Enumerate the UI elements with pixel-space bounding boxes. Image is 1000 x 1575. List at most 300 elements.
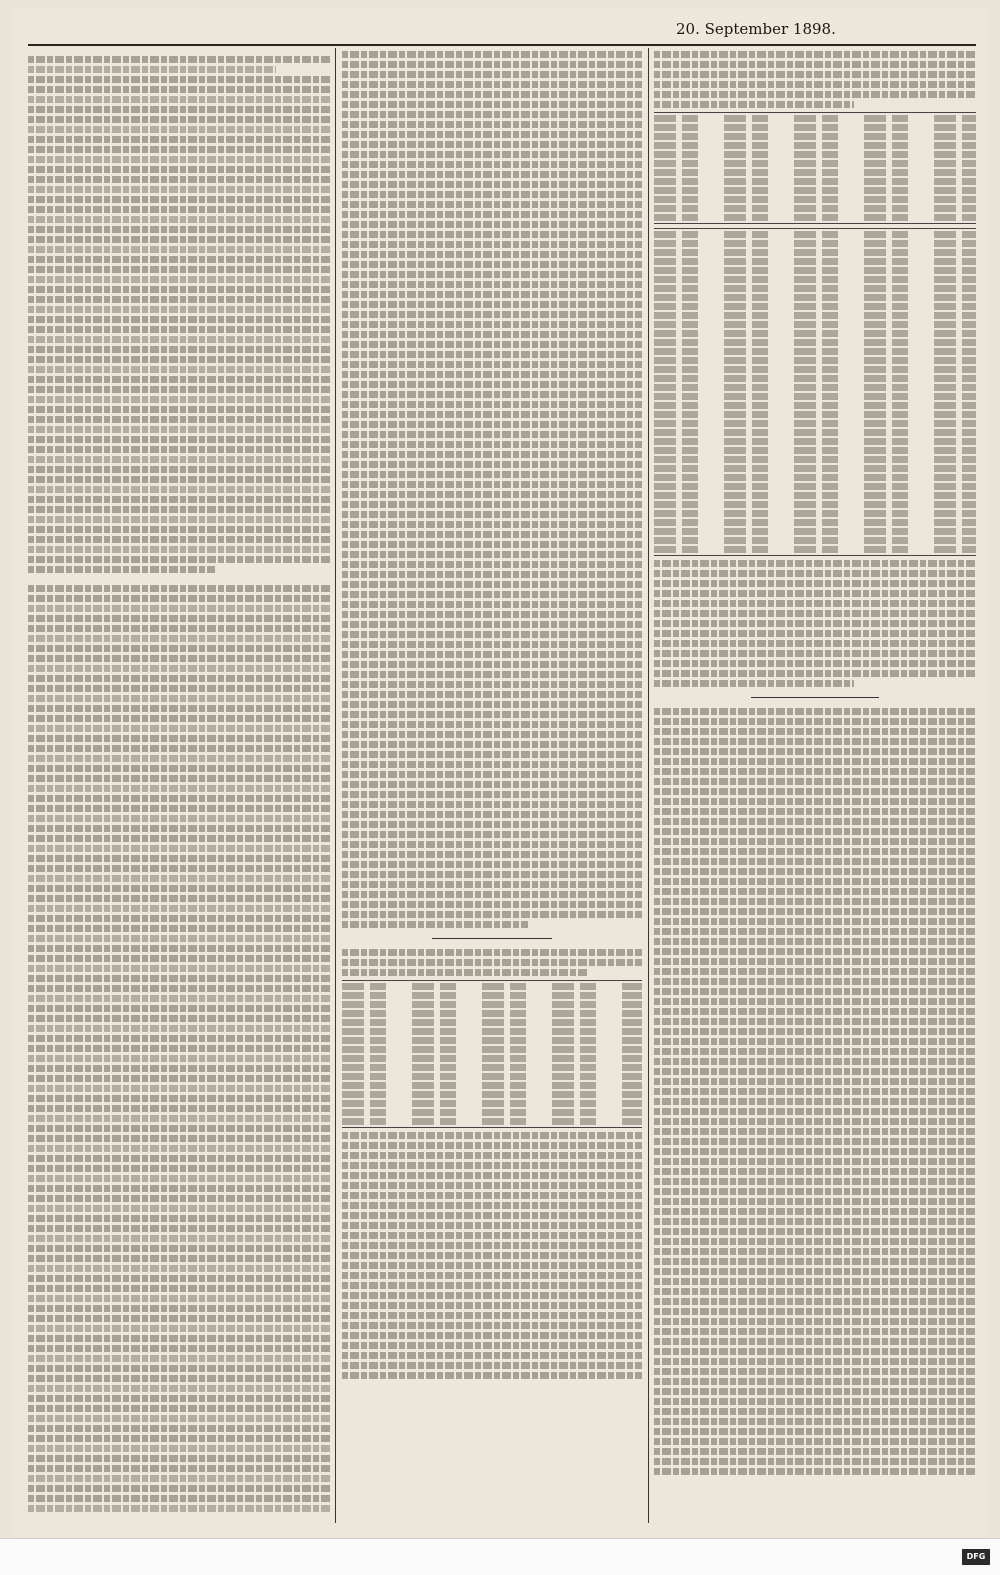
text-line — [342, 731, 642, 738]
text-line — [342, 191, 642, 198]
text-line — [28, 566, 215, 573]
text-line — [342, 1322, 642, 1329]
text-line — [654, 1388, 976, 1395]
text-line — [28, 895, 330, 902]
text-line — [28, 206, 330, 213]
text-line — [342, 841, 642, 848]
text-line — [654, 968, 976, 975]
text-line — [342, 461, 642, 468]
text-line — [342, 671, 642, 678]
text-line — [28, 266, 330, 273]
text-line — [28, 526, 330, 533]
text-line — [654, 660, 976, 667]
text-line — [28, 236, 330, 243]
text-line — [654, 768, 976, 775]
text-line — [342, 321, 642, 328]
text-line — [342, 431, 642, 438]
text-line — [342, 581, 642, 588]
text-line — [28, 1145, 330, 1152]
text-line — [654, 958, 976, 965]
text-line — [28, 1265, 330, 1272]
text-line — [654, 630, 976, 637]
text-line — [342, 561, 642, 568]
text-line — [342, 601, 642, 608]
text-line — [654, 898, 976, 905]
text-line — [342, 341, 642, 348]
text-line — [28, 865, 330, 872]
text-line — [654, 868, 976, 875]
text-line — [28, 1205, 330, 1212]
text-line — [28, 725, 330, 732]
text-line — [654, 718, 976, 725]
text-line — [654, 61, 976, 68]
text-line — [28, 546, 330, 553]
text-line — [28, 1505, 330, 1512]
text-line — [342, 801, 642, 808]
text-line — [342, 71, 642, 78]
text-line — [342, 1362, 642, 1369]
text-line — [28, 486, 330, 493]
text-line — [342, 641, 642, 648]
text-line — [28, 595, 330, 602]
text-line — [654, 670, 976, 677]
text-line — [342, 1132, 642, 1139]
text-line — [654, 640, 976, 647]
text-line — [654, 838, 976, 845]
text-line — [28, 1175, 330, 1182]
text-line — [342, 421, 642, 428]
text-line — [28, 176, 330, 183]
text-line — [28, 875, 330, 882]
text-line — [654, 1028, 976, 1035]
text-line — [342, 751, 642, 758]
text-line — [342, 501, 642, 508]
text-line — [28, 645, 330, 652]
text-line — [28, 86, 330, 93]
text-line — [342, 471, 642, 478]
text-line — [28, 1005, 330, 1012]
text-line — [28, 755, 330, 762]
text-line — [28, 476, 330, 483]
text-line — [28, 615, 330, 622]
text-line — [28, 1375, 330, 1382]
text-line — [28, 386, 330, 393]
text-line — [654, 1338, 976, 1345]
text-line — [342, 1142, 642, 1149]
text-line — [28, 446, 330, 453]
text-line — [28, 146, 330, 153]
text-line — [654, 1018, 976, 1025]
text-line — [654, 1298, 976, 1305]
text-line — [28, 166, 330, 173]
text-line — [28, 1305, 330, 1312]
text-line — [654, 1398, 976, 1405]
text-line — [28, 1185, 330, 1192]
text-line — [342, 611, 642, 618]
text-line — [342, 821, 642, 828]
text-line — [28, 96, 330, 103]
text-line — [342, 161, 642, 168]
text-line — [342, 781, 642, 788]
text-line — [28, 1475, 330, 1482]
text-line — [342, 1212, 642, 1219]
text-line — [654, 600, 976, 607]
text-line — [654, 81, 976, 88]
text-line — [28, 1325, 330, 1332]
text-line — [342, 1332, 642, 1339]
text-line — [342, 771, 642, 778]
text-line — [28, 995, 330, 1002]
text-line — [654, 758, 976, 765]
text-line — [342, 701, 642, 708]
text-line — [342, 621, 642, 628]
text-line — [28, 1025, 330, 1032]
text-line — [342, 1312, 642, 1319]
text-line — [28, 905, 330, 912]
text-line — [28, 1405, 330, 1412]
text-line — [28, 1135, 330, 1142]
text-line — [654, 978, 976, 985]
text-line — [654, 1368, 976, 1375]
text-line — [654, 1188, 976, 1195]
text-line — [342, 401, 642, 408]
text-line — [28, 216, 330, 223]
text-line — [342, 281, 642, 288]
page-header — [28, 14, 976, 46]
text-line — [342, 571, 642, 578]
column-2 — [342, 48, 642, 1523]
text-line — [342, 631, 642, 638]
text-line — [28, 336, 330, 343]
text-line — [28, 136, 330, 143]
text-line — [28, 296, 330, 303]
text-line — [28, 915, 330, 922]
text-line — [342, 241, 642, 248]
text-line — [28, 1435, 330, 1442]
text-line — [28, 1395, 330, 1402]
text-line — [654, 1308, 976, 1315]
text-line — [28, 246, 330, 253]
text-line — [654, 1238, 976, 1245]
text-line — [342, 871, 642, 878]
text-line — [342, 851, 642, 858]
text-line — [654, 1318, 976, 1325]
text-line — [342, 131, 642, 138]
text-line — [28, 695, 330, 702]
text-line — [654, 728, 976, 735]
text-line — [342, 741, 642, 748]
text-line — [342, 361, 642, 368]
text-line — [28, 126, 330, 133]
text-line — [28, 406, 330, 413]
text-line — [28, 76, 330, 83]
text-line — [342, 661, 642, 668]
text-line — [654, 1408, 976, 1415]
text-line — [654, 650, 976, 657]
text-line — [28, 466, 330, 473]
text-line — [28, 965, 330, 972]
text-line — [28, 1425, 330, 1432]
text-line — [654, 1458, 976, 1465]
text-line — [654, 1228, 976, 1235]
text-line — [28, 1335, 330, 1342]
text-line — [654, 101, 854, 108]
text-line — [342, 151, 642, 158]
text-line — [342, 1202, 642, 1209]
column-rule — [648, 48, 649, 1523]
text-line — [342, 831, 642, 838]
text-line — [342, 531, 642, 538]
text-line — [28, 226, 330, 233]
text-line — [28, 396, 330, 403]
text-line — [342, 791, 642, 798]
text-line — [342, 441, 642, 448]
quote-table — [342, 980, 642, 1128]
text-line — [28, 276, 330, 283]
text-line — [654, 1378, 976, 1385]
text-line — [654, 938, 976, 945]
text-line — [342, 291, 642, 298]
text-line — [654, 1078, 976, 1085]
text-line — [28, 935, 330, 942]
text-line — [342, 411, 642, 418]
text-line — [654, 1048, 976, 1055]
text-line — [28, 805, 330, 812]
text-line — [342, 1192, 642, 1199]
text-line — [654, 798, 976, 805]
digitization-footer — [0, 1538, 1000, 1575]
text-line — [654, 51, 976, 58]
text-line — [28, 1075, 330, 1082]
text-line — [342, 451, 642, 458]
text-line — [654, 1148, 976, 1155]
text-line — [654, 788, 976, 795]
text-line — [28, 496, 330, 503]
text-line — [342, 201, 642, 208]
text-line — [342, 481, 642, 488]
text-line — [28, 1415, 330, 1422]
text-line — [654, 878, 976, 885]
text-line — [28, 1015, 330, 1022]
text-line — [342, 861, 642, 868]
text-line — [654, 1058, 976, 1065]
text-line — [28, 945, 330, 952]
text-line — [342, 351, 642, 358]
text-line — [28, 665, 330, 672]
text-line — [28, 186, 330, 193]
text-line — [28, 1085, 330, 1092]
text-line — [342, 61, 642, 68]
text-line — [28, 376, 330, 383]
text-line — [654, 1418, 976, 1425]
text-line — [28, 456, 330, 463]
text-line — [654, 1468, 976, 1475]
text-line — [654, 1158, 976, 1165]
text-line — [654, 778, 976, 785]
text-line — [28, 1065, 330, 1072]
text-line — [28, 346, 330, 353]
text-line — [654, 918, 976, 925]
text-line — [28, 1345, 330, 1352]
text-line — [28, 1215, 330, 1222]
text-line — [342, 1172, 642, 1179]
text-line — [654, 1168, 976, 1175]
text-line — [28, 196, 330, 203]
text-line — [654, 1008, 976, 1015]
column-rule — [335, 48, 336, 1523]
text-line — [342, 811, 642, 818]
text-line — [28, 106, 330, 113]
text-line — [342, 211, 642, 218]
text-line — [28, 1445, 330, 1452]
text-line — [342, 911, 642, 918]
text-line — [654, 570, 976, 577]
text-line — [342, 371, 642, 378]
text-line — [654, 1278, 976, 1285]
text-line — [654, 620, 976, 627]
text-line — [654, 1068, 976, 1075]
text-line — [28, 1115, 330, 1122]
text-line — [342, 1272, 642, 1279]
text-line — [342, 1162, 642, 1169]
text-line — [28, 1235, 330, 1242]
text-line — [654, 1328, 976, 1335]
text-line — [654, 828, 976, 835]
text-line — [342, 231, 642, 238]
text-line — [654, 1118, 976, 1125]
text-line — [342, 681, 642, 688]
text-line — [654, 1448, 976, 1455]
text-line — [654, 1178, 976, 1185]
text-line — [342, 521, 642, 528]
text-line — [654, 1348, 976, 1355]
text-line — [654, 560, 976, 567]
text-line — [28, 775, 330, 782]
text-line — [654, 71, 976, 78]
text-line — [28, 675, 330, 682]
text-line — [654, 858, 976, 865]
text-line — [654, 1108, 976, 1115]
text-line — [342, 921, 528, 928]
text-line — [28, 765, 330, 772]
divider — [432, 938, 552, 939]
text-line — [28, 436, 330, 443]
quote-table — [654, 112, 976, 224]
text-line — [654, 1208, 976, 1215]
text-line — [28, 416, 330, 423]
text-line — [654, 1288, 976, 1295]
text-line — [28, 1315, 330, 1322]
text-line — [28, 825, 330, 832]
text-line — [28, 985, 330, 992]
text-line — [654, 1248, 976, 1255]
text-line — [28, 316, 330, 323]
text-line — [28, 116, 330, 123]
text-line — [654, 1038, 976, 1045]
text-line — [342, 81, 642, 88]
text-line — [342, 591, 642, 598]
text-line — [342, 1152, 642, 1159]
text-line — [342, 1282, 642, 1289]
text-line — [28, 1355, 330, 1362]
text-line — [28, 1125, 330, 1132]
text-line — [28, 366, 330, 373]
text-line — [342, 651, 642, 658]
text-line — [342, 331, 642, 338]
text-line — [28, 306, 330, 313]
text-line — [28, 835, 330, 842]
text-line — [342, 969, 588, 976]
text-line — [654, 948, 976, 955]
column-3 — [654, 48, 976, 1523]
text-line — [654, 1268, 976, 1275]
text-line — [28, 705, 330, 712]
text-line — [28, 715, 330, 722]
text-line — [28, 685, 330, 692]
text-line — [28, 66, 276, 73]
text-line — [28, 156, 330, 163]
text-line — [342, 311, 642, 318]
text-line — [28, 1245, 330, 1252]
text-line — [28, 426, 330, 433]
text-line — [342, 181, 642, 188]
column-1 — [28, 48, 330, 1523]
text-line — [654, 908, 976, 915]
text-line — [28, 1105, 330, 1112]
text-line — [654, 848, 976, 855]
text-line — [342, 271, 642, 278]
text-line — [28, 1255, 330, 1262]
text-line — [28, 516, 330, 523]
text-line — [342, 1222, 642, 1229]
text-line — [342, 721, 642, 728]
text-line — [654, 1358, 976, 1365]
text-line — [28, 1155, 330, 1162]
text-line — [28, 1095, 330, 1102]
text-line — [342, 1232, 642, 1239]
text-line — [342, 711, 642, 718]
text-line — [342, 101, 642, 108]
text-line — [28, 635, 330, 642]
text-line — [342, 901, 642, 908]
text-line — [342, 1352, 642, 1359]
text-line — [28, 975, 330, 982]
text-line — [342, 691, 642, 698]
text-line — [28, 735, 330, 742]
text-line — [28, 286, 330, 293]
issue-date: 20. September 1898. — [676, 20, 836, 38]
text-line — [342, 121, 642, 128]
text-line — [28, 1455, 330, 1462]
text-line — [28, 585, 330, 592]
text-line — [342, 511, 642, 518]
text-line — [654, 1258, 976, 1265]
text-line — [28, 556, 330, 563]
text-line — [28, 536, 330, 543]
text-line — [28, 815, 330, 822]
text-line — [654, 998, 976, 1005]
text-line — [28, 256, 330, 263]
text-line — [342, 391, 642, 398]
text-line — [342, 541, 642, 548]
text-line — [342, 251, 642, 258]
text-line — [28, 1045, 330, 1052]
text-line — [654, 610, 976, 617]
text-line — [342, 891, 642, 898]
text-line — [28, 1055, 330, 1062]
text-line — [28, 1285, 330, 1292]
text-line — [654, 928, 976, 935]
